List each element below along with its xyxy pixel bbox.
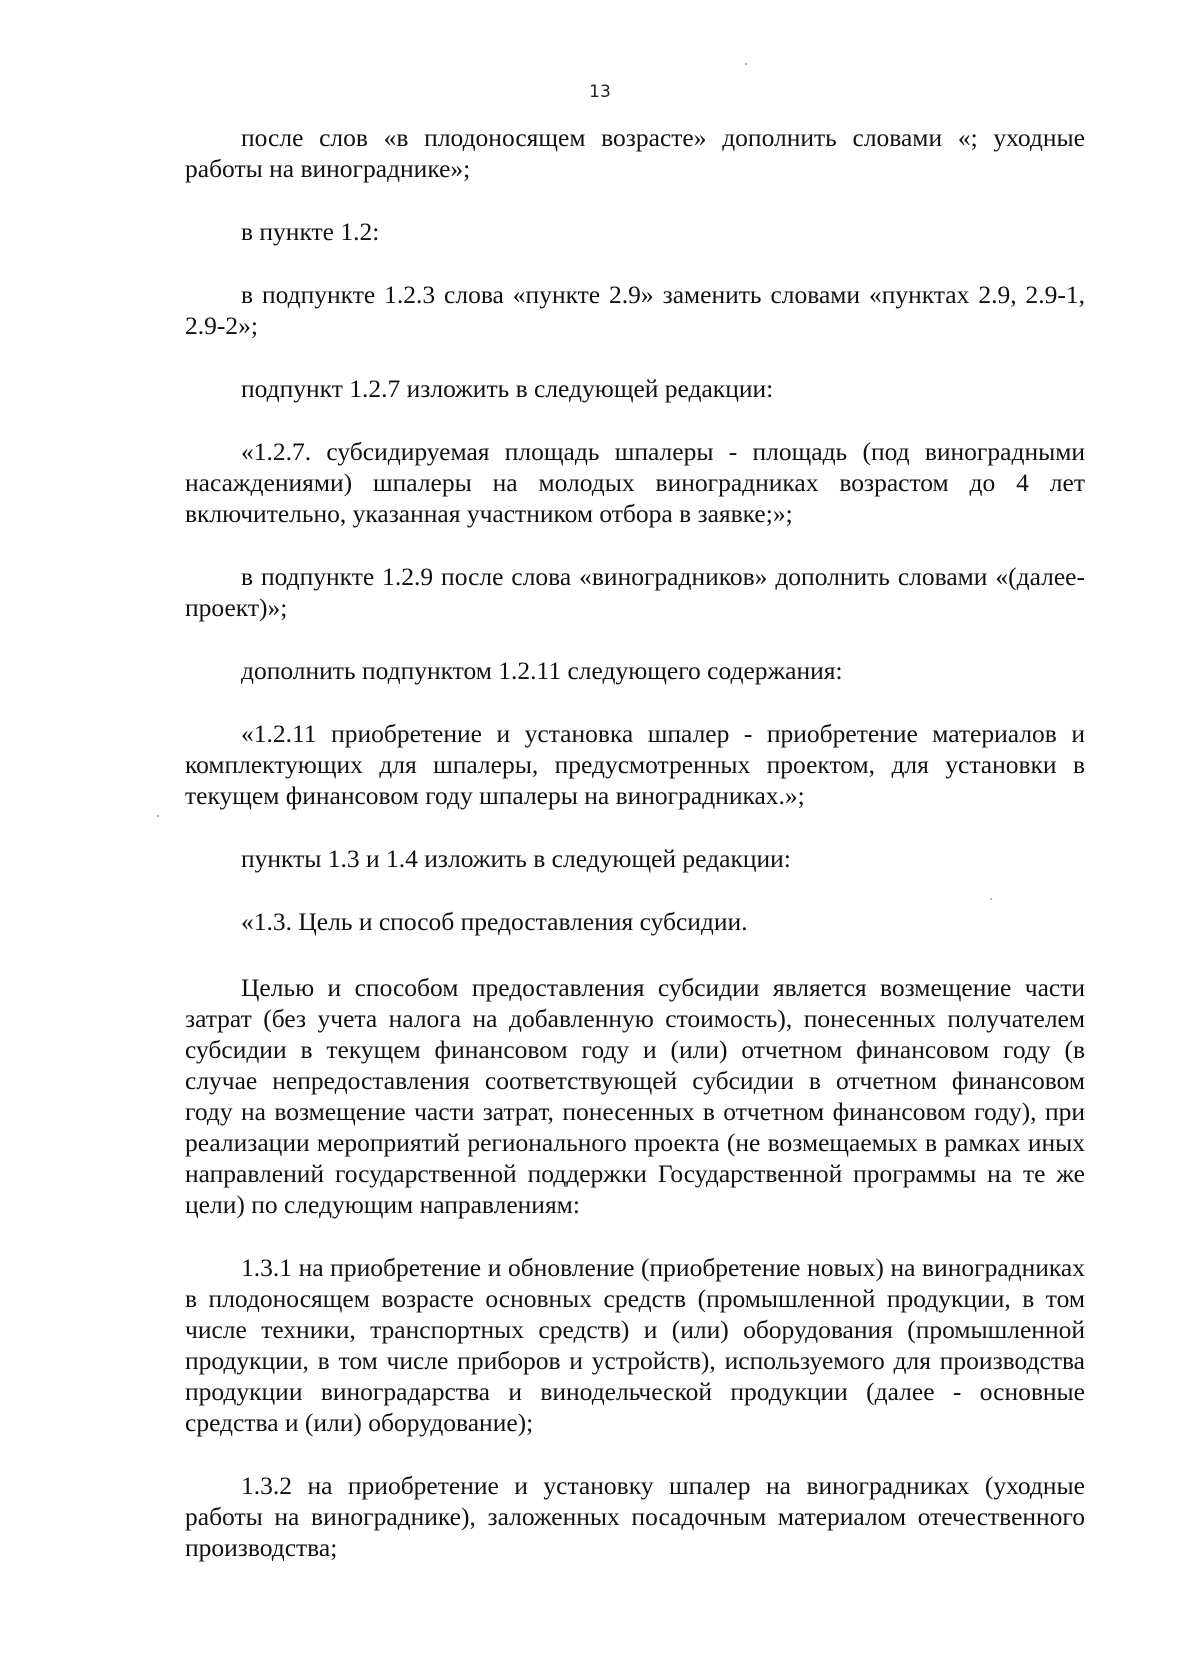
paragraph-11: Целью и способом предоставления субсидии является возмещение части затрат (без учета налога на добавленную стоимость), понесенных получателем субсидии в текущем финансовом году и (или) отчетном финансовом году (в случае непредоставления соответствующей субсидии в отчетном финансовом году на возмещение части затрат, понесенных в отчетном финансовом году), при реализации мероприятий регионального проекта (не возмещаемых в рамках иных направлений государственной поддержки Государственной программы на те же цели) по следующим направлениям: bbox=[185, 973, 1085, 1219]
scan-speck bbox=[745, 63, 747, 65]
paragraph-5: «1.2.7. субсидируемая площадь шпалеры - площадь (под виноградными насаждениями) шпалеры на молодых виноградниках возрастом до 4 лет включительно, указанная участником отбора в заявке;»; bbox=[185, 437, 1085, 528]
paragraph-8: «1.2.11 приобретение и установка шпалер - приобретение материалов и комплектующих для шпалеры, предусмотренных проектом, для установки в текущем финансовом году шпалеры на виноградниках.»; bbox=[185, 719, 1085, 810]
paragraph-7: дополнить подпунктом 1.2.11 следующего содержания: bbox=[241, 656, 843, 685]
paragraph-13: 1.3.2 на приобретение и установку шпалер на виноградниках (уходные работы на винограднике), заложенных посадочным материалом отечественного производства; bbox=[185, 1471, 1085, 1562]
paragraph-6: в подпункте 1.2.9 после слова «виноградников» дополнить словами «(далее- проект)»; bbox=[185, 562, 1085, 622]
scan-speck bbox=[990, 898, 992, 900]
paragraph-9: пункты 1.3 и 1.4 изложить в следующей редакции: bbox=[241, 844, 791, 873]
paragraph-1: после слов «в плодоносящем возрасте» дополнить словами «; уходные работы на винограднике»; bbox=[185, 123, 1085, 183]
paragraph-2: в пункте 1.2: bbox=[241, 217, 380, 246]
scan-speck bbox=[157, 815, 159, 817]
paragraph-10: «1.3. Цель и способ предоставления субсидии. bbox=[241, 907, 748, 936]
paragraph-12: 1.3.1 на приобретение и обновление (приобретение новых) на виноградниках в плодоносящем возрасте основных средств (промышленной продукции, в том числе техники, транспортных средств) и (или) оборудования (промышленной продукции, в том числе приборов и устройств), используемого для производства продукции виноградарства и винодельческой продукции (далее - основные средства и (или) оборудование); bbox=[185, 1253, 1085, 1437]
document-body bbox=[185, 122, 1085, 1563]
page-number: 13 bbox=[589, 82, 611, 102]
paragraph-4: подпункт 1.2.7 изложить в следующей редакции: bbox=[241, 374, 774, 403]
paragraph-3: в подпункте 1.2.3 слова «пункте 2.9» заменить словами «пунктах 2.9, 2.9-1, 2.9-2»; bbox=[185, 280, 1085, 340]
